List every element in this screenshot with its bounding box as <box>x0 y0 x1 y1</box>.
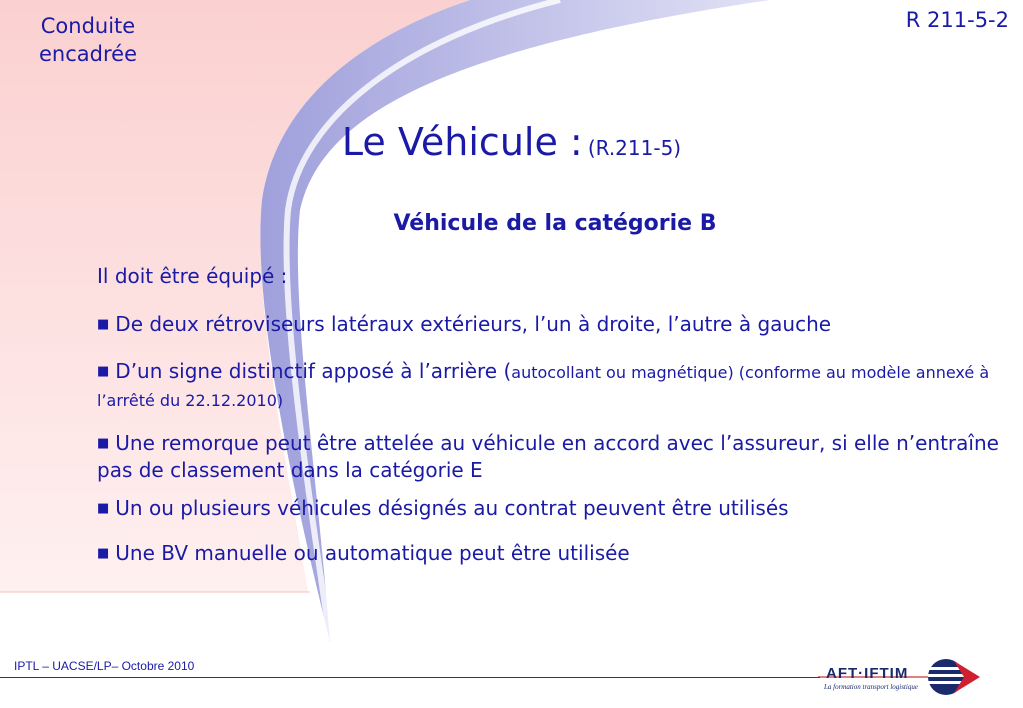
corner-title-line1: Conduite <box>40 14 136 38</box>
list-item-text: Une remorque peut être attelée au véhicule en accord avec l’assureur, si elle n’entraîne pas de classement dans la catégorie E <box>97 431 999 482</box>
bullet-icon: ■ <box>97 546 110 561</box>
list-item-tail: conforme au modèle annexé à l’arrêté du 22.12.2010) <box>97 363 990 410</box>
list-item-text: D’un signe distinctif apposé à l’arrière ( <box>115 359 512 383</box>
list-item-small-text: autocollant ou magnétique) ( <box>511 363 746 382</box>
list-item-text: De deux rétroviseurs latéraux extérieurs, l’un à droite, l’autre à gauche <box>115 312 832 336</box>
reference-code: R 211-5-2 <box>905 8 1009 32</box>
list-item-text: Un ou plusieurs véhicules désignés au contrat peuvent être utilisés <box>115 496 789 520</box>
title-main: Le Véhicule : <box>341 120 583 164</box>
footer-text: IPTL – UACSE/LP– Octobre 2010 <box>14 659 195 673</box>
list-item <box>97 540 1007 567</box>
list-item <box>97 495 1007 522</box>
subtitle: Véhicule de la catégorie B <box>393 211 717 236</box>
bullet-icon: ■ <box>97 501 110 516</box>
logo-name: AFT·IFTIM <box>826 665 909 682</box>
bullet-icon: ■ <box>97 317 110 332</box>
title-ref: (R.211-5) <box>587 136 682 160</box>
page-title <box>0 120 1023 164</box>
logo-tagline: La formation transport logistique <box>824 683 918 691</box>
list-item-text: Une BV manuelle ou automatique peut être utilisée <box>115 541 630 565</box>
bullet-icon: ■ <box>97 436 110 451</box>
footer-divider <box>0 677 820 678</box>
intro-text: Il doit être équipé : <box>97 264 288 288</box>
list-item <box>97 430 1007 483</box>
list-item <box>97 358 1007 414</box>
content-body <box>97 263 1007 587</box>
corner-title <box>18 12 158 68</box>
corner-title-line2: encadrée <box>39 42 137 66</box>
list-item <box>97 311 1007 338</box>
bullet-icon: ■ <box>97 364 110 379</box>
